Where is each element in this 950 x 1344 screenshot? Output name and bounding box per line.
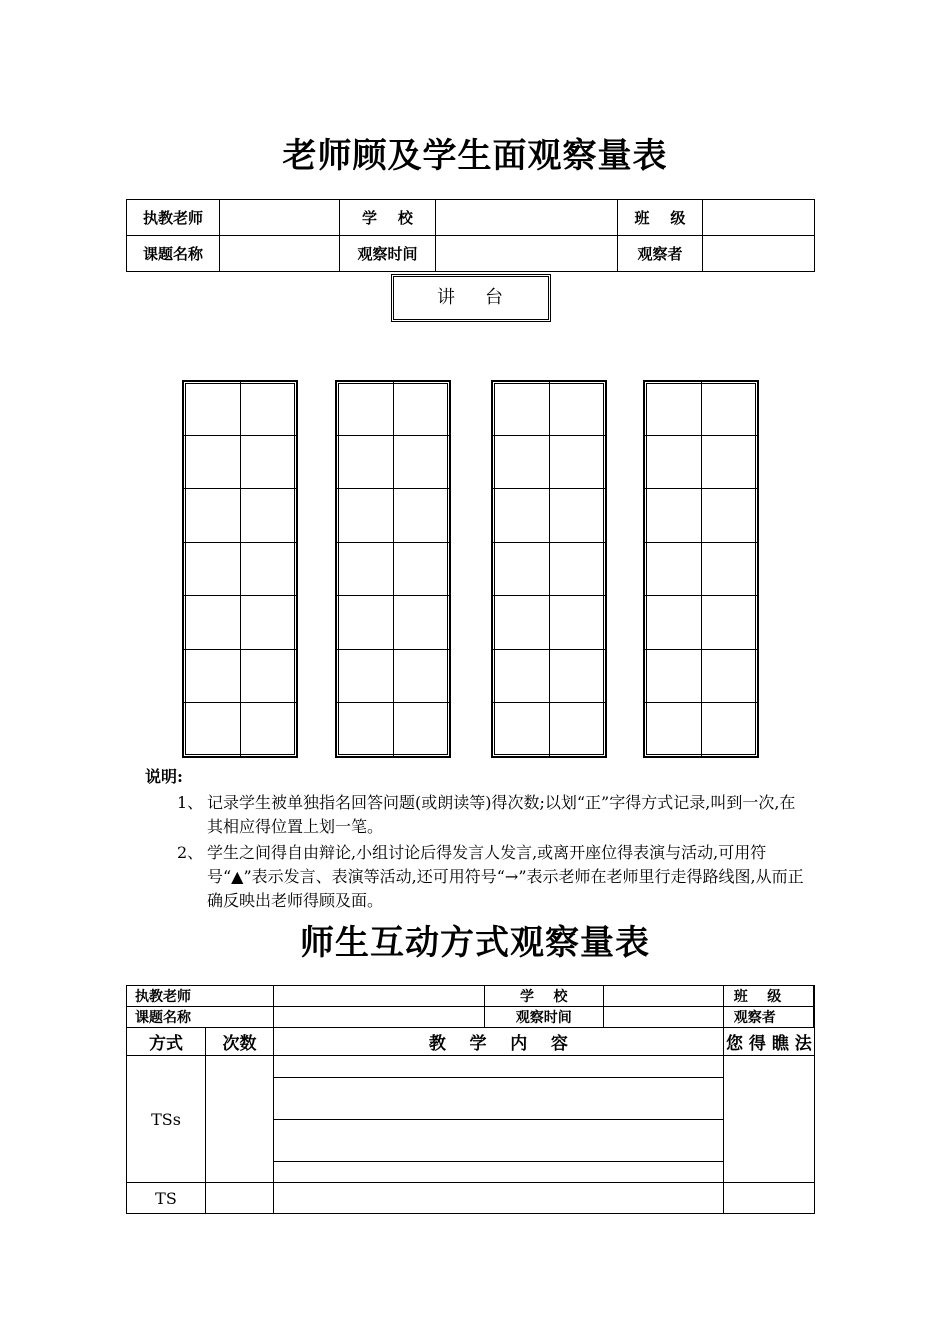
seat-cell[interactable] [645, 435, 702, 489]
page-title-seat-observation: 老师顾及学生面观察量表 [282, 136, 668, 176]
seat-cell[interactable] [184, 382, 241, 436]
seat-cell[interactable] [701, 435, 758, 489]
content-line[interactable] [274, 1161, 723, 1182]
count-tss-field[interactable] [206, 1056, 274, 1183]
observer-label: 观察者 [618, 236, 703, 272]
observer-label: 观察者 [723, 1007, 813, 1028]
school-field[interactable] [436, 200, 618, 236]
time-field[interactable] [436, 236, 618, 272]
seat-cell[interactable] [549, 703, 606, 757]
seat-cell[interactable] [240, 435, 297, 489]
course-field[interactable] [220, 236, 340, 272]
seat-cell[interactable] [393, 489, 450, 543]
seat-cell[interactable] [549, 542, 606, 596]
seat-cell[interactable] [701, 382, 758, 436]
seat-cell[interactable] [549, 649, 606, 703]
course-field[interactable] [274, 1007, 485, 1028]
seat-cell[interactable] [240, 489, 297, 543]
seat-cell[interactable] [393, 382, 450, 436]
seat-cell[interactable] [701, 596, 758, 650]
class-field[interactable] [813, 986, 814, 1007]
school-label: 学 校 [484, 986, 603, 1007]
time-label: 观察时间 [340, 236, 436, 272]
class-label: 班 级 [618, 200, 703, 236]
seat-cell[interactable] [184, 435, 241, 489]
method-tss: TSs [127, 1056, 206, 1183]
method-ts: TS [127, 1183, 206, 1214]
seat-cell[interactable] [493, 542, 550, 596]
seat-cell[interactable] [337, 596, 394, 650]
course-label: 课题名称 [127, 1007, 274, 1028]
seat-cell[interactable] [701, 542, 758, 596]
seat-cell[interactable] [184, 596, 241, 650]
instruction-number: 2、 [177, 843, 204, 862]
seat-cell[interactable] [337, 489, 394, 543]
podium-box: 讲台 [391, 274, 551, 322]
seat-cell[interactable] [393, 703, 450, 757]
seat-cell[interactable] [493, 489, 550, 543]
content-header: 教 学 内 容 [274, 1028, 724, 1056]
seat-grid-column-4 [643, 380, 759, 758]
class-label: 班 级 [723, 986, 813, 1007]
count-header: 次数 [206, 1028, 274, 1056]
opinion-ts-field[interactable] [723, 1183, 814, 1214]
seat-cell[interactable] [549, 489, 606, 543]
course-label: 课题名称 [127, 236, 220, 272]
observer-field[interactable] [703, 236, 815, 272]
seat-cell[interactable] [549, 382, 606, 436]
seat-cell[interactable] [184, 703, 241, 757]
seat-cell[interactable] [393, 542, 450, 596]
content-tss-cell [274, 1056, 724, 1183]
seat-grid-column-1 [182, 380, 298, 758]
seat-cell[interactable] [645, 703, 702, 757]
content-ts-field[interactable] [274, 1183, 724, 1214]
seat-cell[interactable] [493, 596, 550, 650]
observation-info-table [126, 199, 815, 272]
school-field[interactable] [603, 986, 723, 1007]
seat-grid-column-3 [491, 380, 607, 758]
seat-cell[interactable] [337, 382, 394, 436]
content-line[interactable] [274, 1119, 723, 1161]
seat-cell[interactable] [549, 596, 606, 650]
seat-cell[interactable] [184, 489, 241, 543]
count-ts-field[interactable] [206, 1183, 274, 1214]
instructions-block [145, 765, 810, 913]
seat-cell[interactable] [701, 489, 758, 543]
teacher-label: 执教老师 [127, 200, 220, 236]
seat-cell[interactable] [393, 596, 450, 650]
seat-cell[interactable] [337, 542, 394, 596]
content-line[interactable] [274, 1056, 723, 1077]
opinion-header: 您 得 瞧 法 [723, 1028, 814, 1056]
page-title-interaction: 师生互动方式观察量表 [300, 923, 650, 963]
seat-cell[interactable] [240, 649, 297, 703]
seat-cell[interactable] [240, 703, 297, 757]
opinion-tss-field[interactable] [723, 1056, 814, 1183]
seat-cell[interactable] [645, 489, 702, 543]
teacher-field[interactable] [274, 986, 485, 1007]
instruction-item-2 [145, 841, 810, 913]
seat-cell[interactable] [337, 649, 394, 703]
instruction-number: 1、 [177, 793, 204, 812]
seat-cell[interactable] [645, 649, 702, 703]
instruction-text: 学生之间得自由辩论,小组讨论后得发言人发言,或离开座位得表演与活动,可用符号“▲”表示发言、表演等活动,还可用符号“→”表示老师在老师里行走得路线图,从而正确反映出老师得顾及面。 [207, 843, 804, 910]
seat-cell[interactable] [393, 435, 450, 489]
seat-cell[interactable] [240, 596, 297, 650]
interaction-table [126, 985, 815, 1214]
method-header: 方式 [127, 1028, 206, 1056]
seat-cell[interactable] [645, 596, 702, 650]
seat-cell[interactable] [240, 542, 297, 596]
teacher-label: 执教老师 [127, 986, 274, 1007]
seat-cell[interactable] [184, 542, 241, 596]
school-label: 学 校 [340, 200, 436, 236]
seat-cell[interactable] [701, 703, 758, 757]
observer-field[interactable] [813, 1007, 814, 1028]
seat-cell[interactable] [493, 649, 550, 703]
seat-cell[interactable] [645, 542, 702, 596]
seat-cell[interactable] [337, 435, 394, 489]
instruction-item-1 [145, 791, 810, 839]
time-field[interactable] [603, 1007, 723, 1028]
seat-cell[interactable] [549, 435, 606, 489]
seat-cell[interactable] [337, 703, 394, 757]
teacher-field[interactable] [220, 200, 340, 236]
seat-grid-column-2 [335, 380, 451, 758]
seat-cell[interactable] [240, 382, 297, 436]
content-line[interactable] [274, 1077, 723, 1119]
seat-cell[interactable] [493, 382, 550, 436]
seat-cell[interactable] [701, 649, 758, 703]
time-label: 观察时间 [484, 1007, 603, 1028]
instructions-heading: 说明: [145, 767, 183, 786]
instruction-text: 记录学生被单独指名回答问题(或朗读等)得次数;以划“正”字得方式记录,叫到一次,在其相应得位置上划一笔。 [207, 793, 796, 836]
seat-cell[interactable] [645, 382, 702, 436]
seat-cell[interactable] [493, 703, 550, 757]
class-field[interactable] [703, 200, 815, 236]
seat-cell[interactable] [393, 649, 450, 703]
seat-cell[interactable] [184, 649, 241, 703]
seat-cell[interactable] [493, 435, 550, 489]
